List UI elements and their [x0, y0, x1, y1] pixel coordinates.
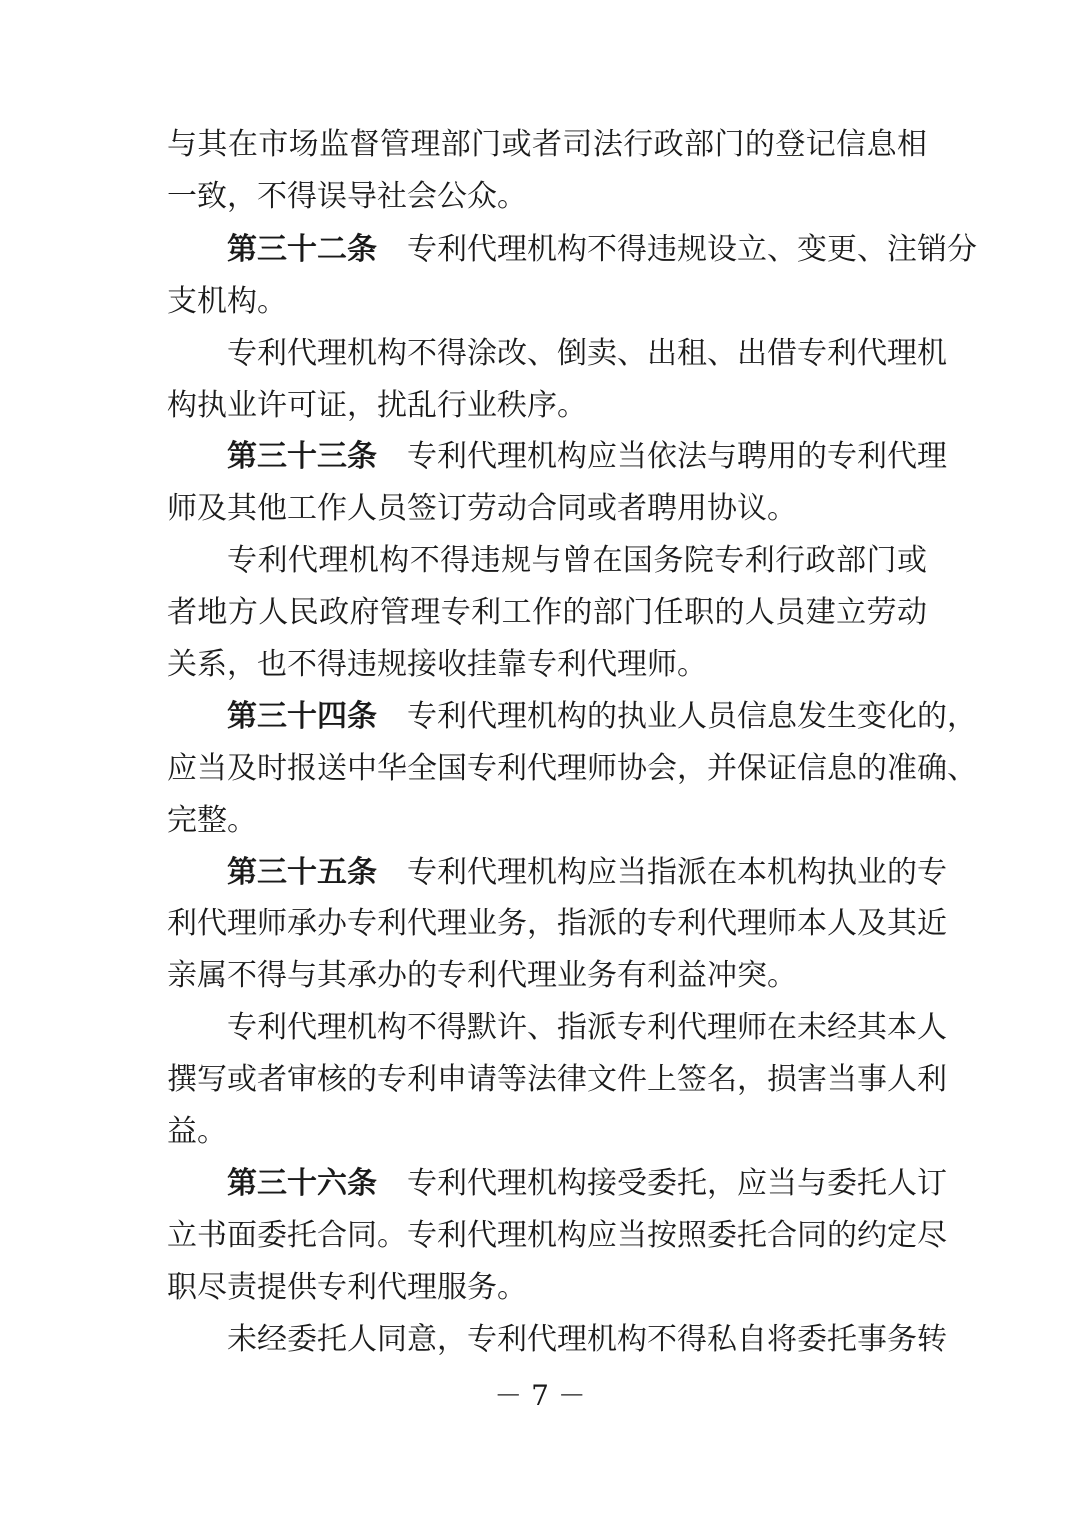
text-line: 关系，也不得违规接收挂靠专利代理师。 [167, 647, 707, 682]
text-line: 与其在市场监督管理部门或者司法行政部门的登记信息相 [167, 127, 927, 162]
text-line: 利代理师承办专利代理业务，指派的专利代理师本人及其近 [167, 906, 947, 941]
article-33-text: 专利代理机构应当依法与聘用的专利代理 [407, 439, 947, 474]
text-line: 者地方人民政府管理专利工作的部门任职的人员建立劳动 [167, 595, 927, 630]
article-35-text: 专利代理机构应当指派在本机构执业的专 [407, 855, 947, 890]
article-33-line [227, 433, 947, 481]
article-36-line [227, 1160, 947, 1208]
text-line: 师及其他工作人员签订劳动合同或者聘用协议。 [167, 491, 797, 526]
text-line: 立书面委托合同。专利代理机构应当按照委托合同的约定尽 [167, 1218, 947, 1253]
article-32-text: 专利代理机构不得违规设立、变更、注销分 [407, 232, 977, 267]
text-line: 完整。 [167, 803, 257, 838]
article-35-line [227, 849, 947, 897]
text-line: 专利代理机构不得违规与曾在国务院专利行政部门或 [227, 543, 927, 578]
text-line: 撰写或者审核的专利申请等法律文件上签名，损害当事人利 [167, 1062, 947, 1097]
text-line: 职尽责提供专利代理服务。 [167, 1270, 527, 1305]
text-line: 支机构。 [167, 284, 287, 319]
text-line: 益。 [167, 1114, 227, 1149]
article-32-line [227, 226, 977, 274]
text-line: 未经委托人同意，专利代理机构不得私自将委托事务转 [227, 1322, 947, 1357]
article-36-heading: 第三十六条 [227, 1166, 377, 1201]
article-36-text: 专利代理机构接受委托，应当与委托人订 [407, 1166, 947, 1201]
article-35-heading: 第三十五条 [227, 855, 377, 890]
article-34-heading: 第三十四条 [227, 699, 377, 734]
text-line: 应当及时报送中华全国专利代理师协会，并保证信息的准确、 [167, 751, 977, 786]
text-line: 一致，不得误导社会公众。 [167, 179, 527, 214]
text-line: 构执业许可证，扰乱行业秩序。 [167, 388, 587, 423]
page-number: － 7 － [494, 1379, 586, 1412]
text-line: 专利代理机构不得涂改、倒卖、出租、出借专利代理机 [227, 336, 947, 371]
article-34-text: 专利代理机构的执业人员信息发生变化的， [407, 699, 977, 734]
article-33-heading: 第三十三条 [227, 439, 377, 474]
article-32-heading: 第三十二条 [227, 232, 377, 267]
text-line: 专利代理机构不得默许、指派专利代理师在未经其本人 [227, 1010, 947, 1045]
article-34-line [227, 693, 977, 741]
text-line: 亲属不得与其承办的专利代理业务有利益冲突。 [167, 958, 797, 993]
